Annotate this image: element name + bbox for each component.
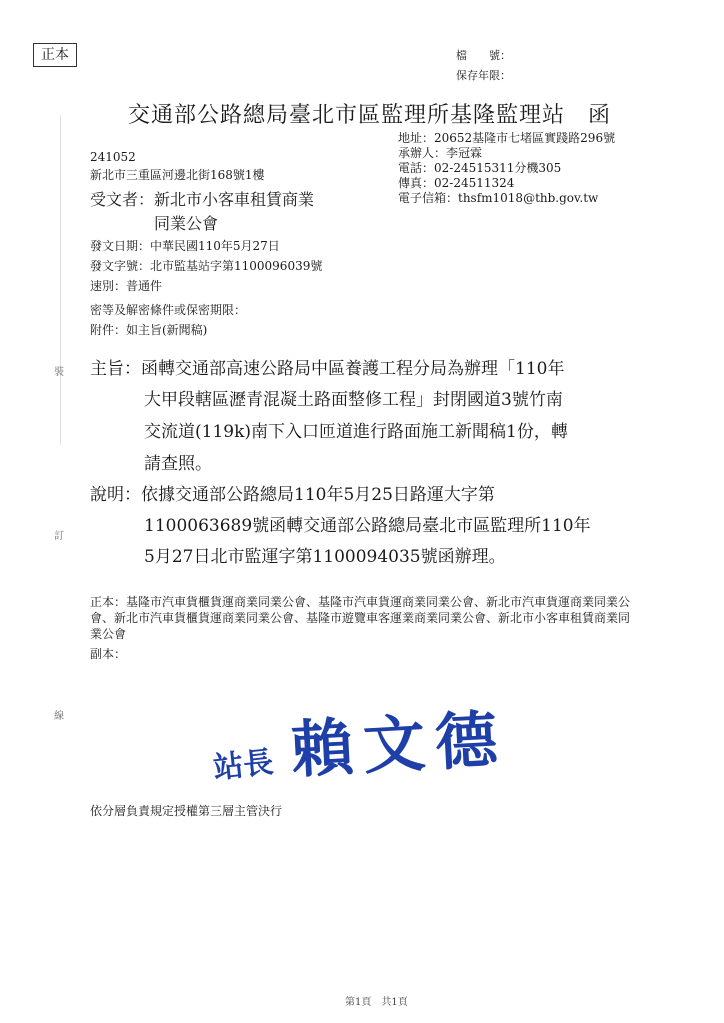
subject-line-2: 大甲段轄區瀝青混凝土路面整修工程」封閉國道3號竹南 (144, 390, 563, 410)
secrecy-classification: 密等及解密條件或保密期限： (90, 303, 247, 317)
attachment-line: 附件：如主旨(新聞稿) (90, 323, 208, 337)
margin-mark-line: 線 (54, 711, 64, 722)
explanation-line-1: 說明：依據交通部公路總局110年5月25日路運大字第 (90, 485, 495, 505)
sender-handler: 承辦人：李冠霖 (398, 146, 483, 160)
sender-email: 電子信箱：thsfm1018@thb.gov.tw (398, 191, 599, 205)
explanation-line-2: 1100063689號函轉交通部公路總局臺北市區監理所110年 (144, 516, 591, 536)
copy-mark-box: 正本 (33, 43, 77, 67)
speed-classification: 速別：普通件 (90, 279, 163, 293)
file-number-label: 檔 號： (456, 49, 511, 62)
authorization-note: 依分層負責規定授權第三層主管決行 (90, 804, 283, 818)
margin-mark-staple: 訂 (54, 531, 64, 542)
recipient-line-2: 同業公會 (154, 214, 219, 233)
recipient-address: 新北市三重區河邊北街168號1樓 (90, 168, 265, 182)
document-title: 交通部公路總局臺北市區監理所基隆監理站 函 (128, 103, 612, 128)
issue-date: 發文日期：中華民國110年5月27日 (90, 239, 280, 253)
subject-line-4: 請查照。 (144, 454, 212, 474)
subject-line-3: 交流道(119k)南下入口匝道進行路面施工新聞稿1份，轉 (144, 422, 568, 442)
sender-phone: 電話：02-24515311分機305 (398, 161, 562, 175)
sender-address: 地址：20652基隆市七堵區實踐路296號 (398, 131, 616, 145)
binding-line (60, 115, 61, 445)
signature-name: 賴文德 (289, 702, 510, 787)
recipient-postal-code: 241052 (90, 150, 136, 164)
explanation-line-3: 5月27日北市監運字第1100094035號函辦理。 (144, 547, 506, 567)
signature-title: 站長 (211, 744, 276, 787)
issue-number: 發文字號：北市監基站字第1100096039號 (90, 259, 323, 273)
margin-mark-bind: 裝 (54, 367, 64, 378)
sender-fax: 傳真：02-24511324 (398, 176, 515, 190)
distribution-copy: 副本： (90, 647, 127, 661)
subject-line-1: 主旨：函轉交通部高速公路局中區養護工程分局為辦理「110年 (90, 359, 565, 379)
distribution-original: 正本：基隆市汽車貨櫃貨運商業同業公會、基隆市汽車貨運商業同業公會、新北市汽車貨運商業同業公會、新北市汽車貨櫃貨運商業同業公會、基隆市遊覽車客運業商業同業公會、新北市小客車租賃商業同業公會 (90, 595, 631, 641)
recipient-line-1: 受文者：新北市小客車租賃商業 (90, 190, 315, 209)
page-number: 第1頁 共1頁 (345, 997, 408, 1008)
retention-label: 保存年限： (456, 69, 511, 82)
signature-stamp (211, 700, 510, 787)
